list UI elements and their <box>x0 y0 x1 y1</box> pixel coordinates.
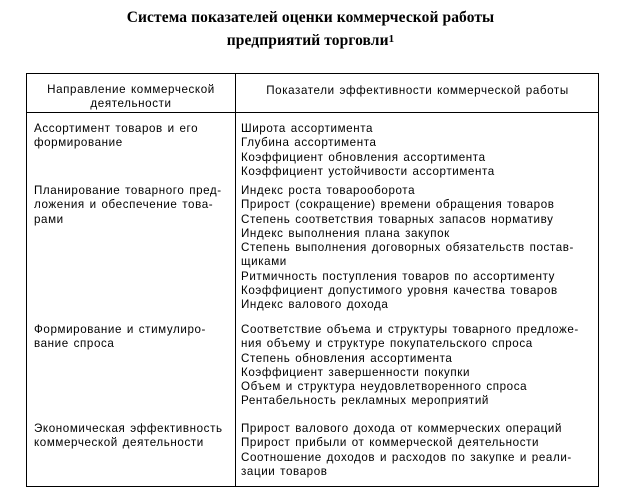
document-title-line-2 <box>0 31 621 52</box>
indicator-item: зации товаров <box>241 464 328 478</box>
header-indicators: Показатели эффективности коммерческой работы <box>266 84 569 97</box>
indicator-item: Степень выполнения договорных обязательств постав- <box>241 241 574 255</box>
indicator-item: Индекс валового дохода <box>241 298 389 312</box>
indicator-item: Индекс роста товарооборота <box>241 184 416 197</box>
indicator-item: Степень обновления ассортимента <box>241 351 453 365</box>
row-4-indicators <box>241 422 596 479</box>
indicator-item: Объем и структура неудовлетворенного спроса <box>241 380 528 394</box>
row-3-direction-line: Формирование и стимулиро- <box>34 323 206 336</box>
column-divider <box>235 74 236 486</box>
header-divider <box>27 112 598 113</box>
indicators-table <box>26 73 599 487</box>
document-title-line-1: Система показателей оценки коммерческой работы <box>126 9 495 26</box>
row-2-direction-line: ложения и обеспечение това- <box>34 198 214 212</box>
row-2-indicators <box>241 184 596 313</box>
row-1-direction-line: формирование <box>34 136 123 150</box>
indicator-item: ния объему и структуре покупательского спроса <box>241 337 533 351</box>
row-3-indicators <box>241 323 596 409</box>
indicator-item: Ритмичность поступления товаров по ассортименту <box>241 269 556 283</box>
indicator-item: Глубина ассортимента <box>241 136 377 150</box>
header-direction-line: Направление коммерческой <box>47 83 215 96</box>
indicator-item: Коэффициент допустимого уровня качества товаров <box>241 284 558 298</box>
indicator-item: Соотношение доходов и расходов по закупке и реали- <box>241 450 572 464</box>
footnote-marker: 1 <box>388 33 395 45</box>
row-1-indicators <box>241 122 596 179</box>
row-2-direction-line: рами <box>34 212 64 226</box>
row-2-direction-line: Планирование товарного пред- <box>34 184 222 197</box>
row-2-direction <box>34 184 232 227</box>
indicator-item: Прирост прибыли от коммерческой деятельности <box>241 436 540 450</box>
row-1-direction-line: Ассортимент товаров и его <box>34 122 199 135</box>
row-3-direction <box>34 323 232 352</box>
row-4-direction-line: Экономическая эффективность <box>34 422 223 435</box>
row-4-direction-line: коммерческой деятельности <box>34 436 204 450</box>
header-direction <box>27 83 235 112</box>
indicator-item: Коэффициент завершенности покупки <box>241 365 471 379</box>
indicator-item: Широта ассортимента <box>241 122 374 135</box>
indicator-item: Степень соответствия товарных запасов нормативу <box>241 212 554 226</box>
title-text: предприятий торговли <box>226 32 389 49</box>
row-3-direction-line: вание спроса <box>34 337 115 351</box>
indicator-item: Прирост (сокращение) времени обращения товаров <box>241 198 555 212</box>
row-4-direction <box>34 422 232 451</box>
indicator-item: Соответствие объема и структуры товарного предложе- <box>241 323 579 336</box>
indicator-item: Прирост валового дохода от коммерческих операций <box>241 422 563 435</box>
indicator-item: Коэффициент обновления ассортимента <box>241 150 486 164</box>
header-direction-line: деятельности <box>90 97 172 111</box>
indicator-item: Индекс выполнения плана закупок <box>241 226 450 240</box>
indicator-item: щиками <box>241 255 287 269</box>
indicator-item: Коэффициент устойчивости ассортимента <box>241 164 495 178</box>
indicator-item: Рентабельность рекламных мероприятий <box>241 394 489 408</box>
row-1-direction <box>34 122 232 151</box>
